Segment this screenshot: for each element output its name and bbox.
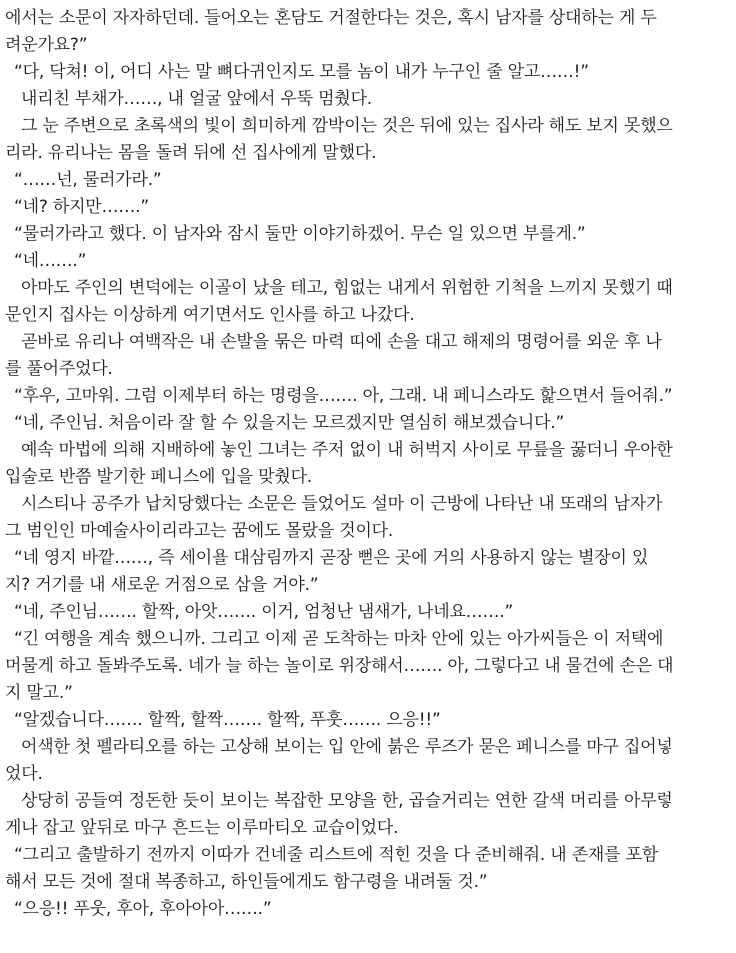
text-line: 리라. 유리나는 몸을 돌려 뒤에 선 집사에게 말했다. bbox=[5, 143, 377, 163]
text-line: 시스티나 공주가 납치당했다는 소문은 들었어도 설마 이 근방에 나타난 내 또래의 남자가 bbox=[21, 494, 663, 514]
text-line: 려운가요?” bbox=[5, 35, 88, 55]
text-line: 곧바로 유리나 여백작은 내 손발을 묶은 마력 띠에 손을 대고 해제의 명령어를 외운 후 나 bbox=[21, 332, 662, 352]
text-line: 머물게 하고 돌봐주도록. 네가 늘 하는 놀이로 위장해서……. 아, 그렇다고 내 물건에 손은 대 bbox=[5, 656, 674, 676]
text-line: 에서는 소문이 자자하던데. 들어오는 혼담도 거절한다는 것은, 혹시 남자를 상대하는 게 두 bbox=[5, 8, 657, 28]
text-line: “긴 여행을 계속 했으니까. 그리고 이제 곧 도착하는 마차 안에 있는 아가씨들은 이 저택에 bbox=[14, 629, 664, 649]
text-line: “다, 닥쳐! 이, 어디 사는 말 뼈다귀인지도 모를 놈이 내가 누구인 줄 알고……!” bbox=[14, 62, 589, 82]
text-line: “네 영지 바깥……, 즉 세이욜 대삼림까지 곧장 뻗은 곳에 거의 사용하지 않는 별장이 있 bbox=[14, 548, 649, 568]
text-line: 내리친 부채가……, 내 얼굴 앞에서 우뚝 멈췄다. bbox=[21, 89, 373, 109]
text-line: “네, 주인님……. 할짝, 아앗……. 이거, 엄청난 냄새가, 나네요…….” bbox=[14, 602, 514, 622]
text-line: 해서 모든 것에 절대 복종하고, 하인들에게도 함구령을 내려둘 것.” bbox=[5, 872, 488, 892]
text-line: 상당히 공들여 정돈한 듯이 보이는 복잡한 모양을 한, 곱슬거리는 연한 갈색 머리를 아무렇 bbox=[21, 791, 673, 811]
text-line: 문인지 집사는 이상하게 여기면서도 인사를 하고 나갔다. bbox=[5, 305, 415, 325]
text-line: 지? 거기를 내 새로운 거점으로 삼을 거야.” bbox=[5, 575, 319, 595]
text-line: 었다. bbox=[5, 764, 43, 784]
text-line: 그 눈 주변으로 초록색의 빛이 희미하게 깜박이는 것은 뒤에 있는 집사라 해도 보지 못했으 bbox=[21, 116, 673, 136]
text-line: “그리고 출발하기 전까지 이따가 건네줄 리스트에 적힌 것을 다 준비해줘. 내 존재를 포함 bbox=[14, 845, 659, 865]
text-line: 게나 잡고 앞뒤로 마구 흔드는 이루마티오 교습이었다. bbox=[5, 818, 399, 838]
text-line: 를 풀어주었다. bbox=[5, 359, 113, 379]
text-line: “알겠습니다……. 할짝, 할짝……. 할짝, 푸훗……. 으응!!” bbox=[14, 710, 441, 730]
text-line: “네, 주인님. 처음이라 잘 할 수 있을지는 모르겠지만 열심히 해보겠습니다.” bbox=[14, 413, 565, 433]
text-line: “후우, 고마워. 그럼 이제부터 하는 명령을……. 아, 그래. 내 페니스라도 핥으면서 들어줘.” bbox=[14, 386, 673, 406]
text-line: “네…….” bbox=[14, 251, 87, 271]
text-line: “으응!! 푸웃, 후아, 후아아아…….” bbox=[14, 899, 272, 919]
text-line: “……넌, 물러가라.” bbox=[14, 170, 162, 190]
text-line: 예속 마법에 의해 지배하에 놓인 그녀는 주저 없이 내 허벅지 사이로 무릎을 꿇더니 우아한 bbox=[21, 440, 673, 460]
text-line: 입술로 반쯤 발기한 페니스에 입을 맞췄다. bbox=[5, 467, 312, 487]
text-line: 그 범인인 마예술사이리라고는 꿈에도 몰랐을 것이다. bbox=[5, 521, 394, 541]
text-line: 어색한 첫 펠라티오를 하는 고상해 보이는 입 안에 붉은 루즈가 묻은 페니스를 마구 집어넣 bbox=[21, 737, 673, 757]
text-line: 지 말고.” bbox=[5, 683, 73, 703]
text-line: “물러가라고 했다. 이 남자와 잠시 둘만 이야기하겠어. 무슨 일 있으면 부를게.” bbox=[14, 224, 586, 244]
text-line: “네? 하지만…….” bbox=[14, 197, 149, 217]
text-line: 아마도 주인의 변덕에는 이골이 났을 테고, 힘없는 내게서 위험한 기척을 느끼지 못했기 때 bbox=[21, 278, 673, 298]
